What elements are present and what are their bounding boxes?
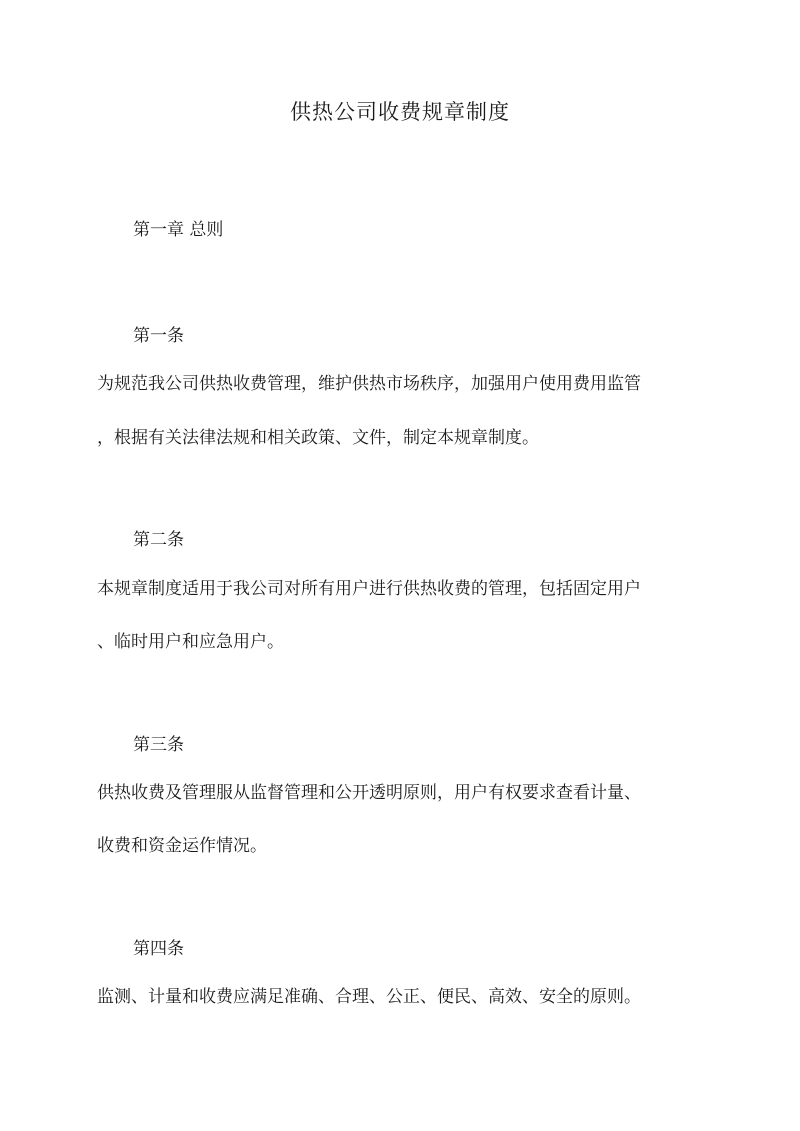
article-3-heading: 第三条 — [133, 735, 184, 755]
article-3-line-2: 收费和资金运作情况。 — [97, 836, 267, 856]
article-2-heading: 第二条 — [133, 530, 184, 550]
article-1-line-2: ，根据有关法律法规和相关政策、文件，制定本规章制度。 — [97, 428, 539, 448]
article-1-heading: 第一条 — [133, 326, 184, 346]
chapter-heading: 第一章 总则 — [133, 220, 224, 240]
article-1-line-1: 为规范我公司供热收费管理，维护供热市场秩序，加强用户使用费用监管 — [97, 374, 641, 394]
document-title: 供热公司收费规章制度 — [290, 100, 510, 124]
article-2-line-2: 、临时用户和应急用户。 — [97, 632, 284, 652]
article-4-heading: 第四条 — [133, 939, 184, 959]
article-2-line-1: 本规章制度适用于我公司对所有用户进行供热收费的管理，包括固定用户 — [97, 579, 641, 599]
article-3-line-1: 供热收费及管理服从监督管理和公开透明原则，用户有权要求查看计量、 — [97, 783, 641, 803]
article-4-line-1: 监测、计量和收费应满足准确、合理、公正、便民、高效、安全的原则。 — [97, 987, 641, 1007]
